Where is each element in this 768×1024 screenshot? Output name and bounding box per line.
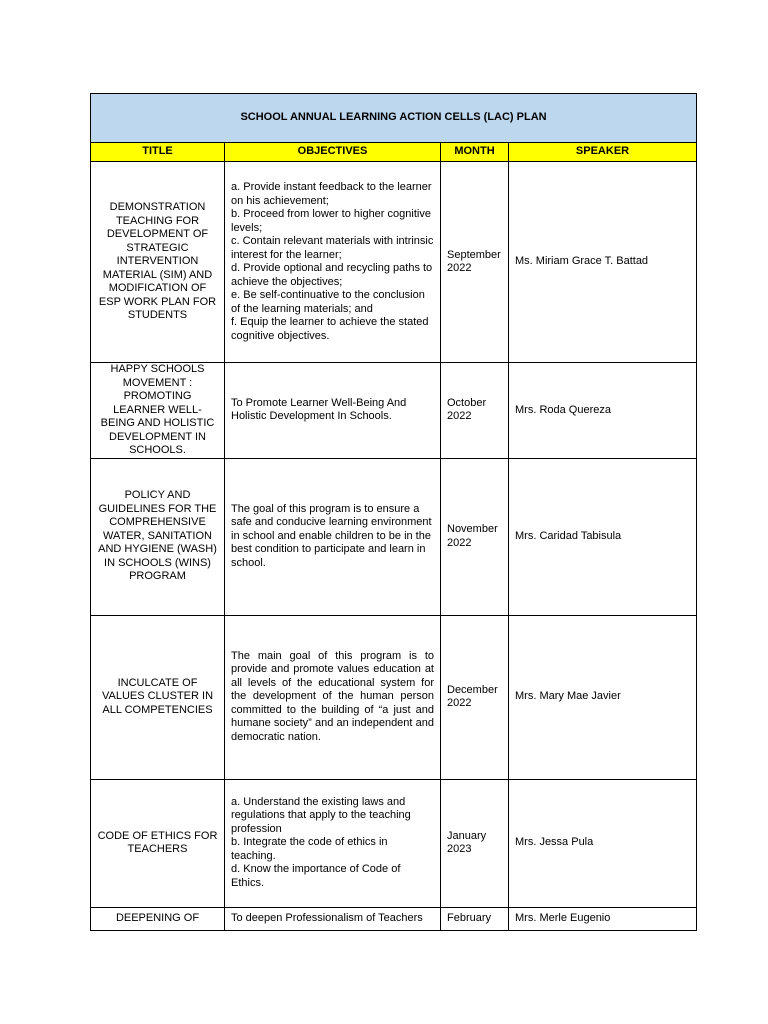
- table-header-row: [91, 143, 697, 162]
- row-speaker: Mrs. Jessa Pula: [509, 779, 697, 907]
- row-title: POLICY AND GUIDELINES FOR THE COMPREHENSIVE WATER, SANITATION AND HYGIENE (WASH) IN SCHOOLS (WINS) PROGRAM: [91, 458, 225, 615]
- row-objectives: The main goal of this program is to provide and promote values education at all levels of the educational system for the development of the human person committed to the building of “a just and humane society” and an independent and democratic nation.: [225, 615, 441, 779]
- row-speaker: Mrs. Roda Quereza: [509, 363, 697, 459]
- row-objectives: a. Understand the existing laws and regulations that apply to the teaching profession b. Integrate the code of ethics in teaching. d. Know the importance of Code of Ethics.: [225, 779, 441, 907]
- row-title: CODE OF ETHICS FOR TEACHERS: [91, 779, 225, 907]
- row-month: February: [441, 907, 509, 930]
- table-row: [91, 779, 697, 907]
- row-title: DEMONSTRATION TEACHING FOR DEVELOPMENT OF STRATEGIC INTERVENTION MATERIAL (SIM) AND MODIFICATION OF ESP WORK PLAN FOR STUDENTS: [91, 162, 225, 363]
- row-speaker: Ms. Miriam Grace T. Battad: [509, 162, 697, 363]
- header-objectives: OBJECTIVES: [225, 143, 441, 162]
- row-speaker: Mrs. Mary Mae Javier: [509, 615, 697, 779]
- row-objectives: a. Provide instant feedback to the learner on his achievement; b. Proceed from lower to higher cognitive levels; c. Contain relevant materials with intrinsic interest for the learner; d. Provide optional and recycling paths to achieve the objectives; e. Be self-continuative to the conclusion of the learning materials; and f. Equip the learner to achieve the stated cognitive objectives.: [225, 162, 441, 363]
- row-speaker: Mrs. Caridad Tabisula: [509, 458, 697, 615]
- table-row: [91, 907, 697, 930]
- row-objectives: To deepen Professionalism of Teachers: [225, 907, 441, 930]
- table-row: [91, 615, 697, 779]
- header-month: MONTH: [441, 143, 509, 162]
- header-title: TITLE: [91, 143, 225, 162]
- header-speaker: SPEAKER: [509, 143, 697, 162]
- row-title: HAPPY SCHOOLS MOVEMENT : PROMOTING LEARNER WELL-BEING AND HOLISTIC DEVELOPMENT IN SCHOOLS.: [91, 363, 225, 459]
- row-month: September 2022: [441, 162, 509, 363]
- row-title: DEEPENING OF: [91, 907, 225, 930]
- table-row: [91, 458, 697, 615]
- row-month: November 2022: [441, 458, 509, 615]
- table-row: [91, 363, 697, 459]
- row-month: October 2022: [441, 363, 509, 459]
- table-title: SCHOOL ANNUAL LEARNING ACTION CELLS (LAC) PLAN: [91, 94, 697, 143]
- row-speaker: Mrs. Merle Eugenio: [509, 907, 697, 930]
- row-month: December 2022: [441, 615, 509, 779]
- row-month: January 2023: [441, 779, 509, 907]
- table-row: [91, 162, 697, 363]
- row-title: INCULCATE OF VALUES CLUSTER IN ALL COMPETENCIES: [91, 615, 225, 779]
- table-title-row: [91, 94, 697, 143]
- row-objectives: To Promote Learner Well-Being And Holistic Development In Schools.: [225, 363, 441, 459]
- lac-plan-table: [90, 93, 697, 931]
- row-objectives: The goal of this program is to ensure a safe and conducive learning environment in school and enable children to be in the best condition to participate and learn in school.: [225, 458, 441, 615]
